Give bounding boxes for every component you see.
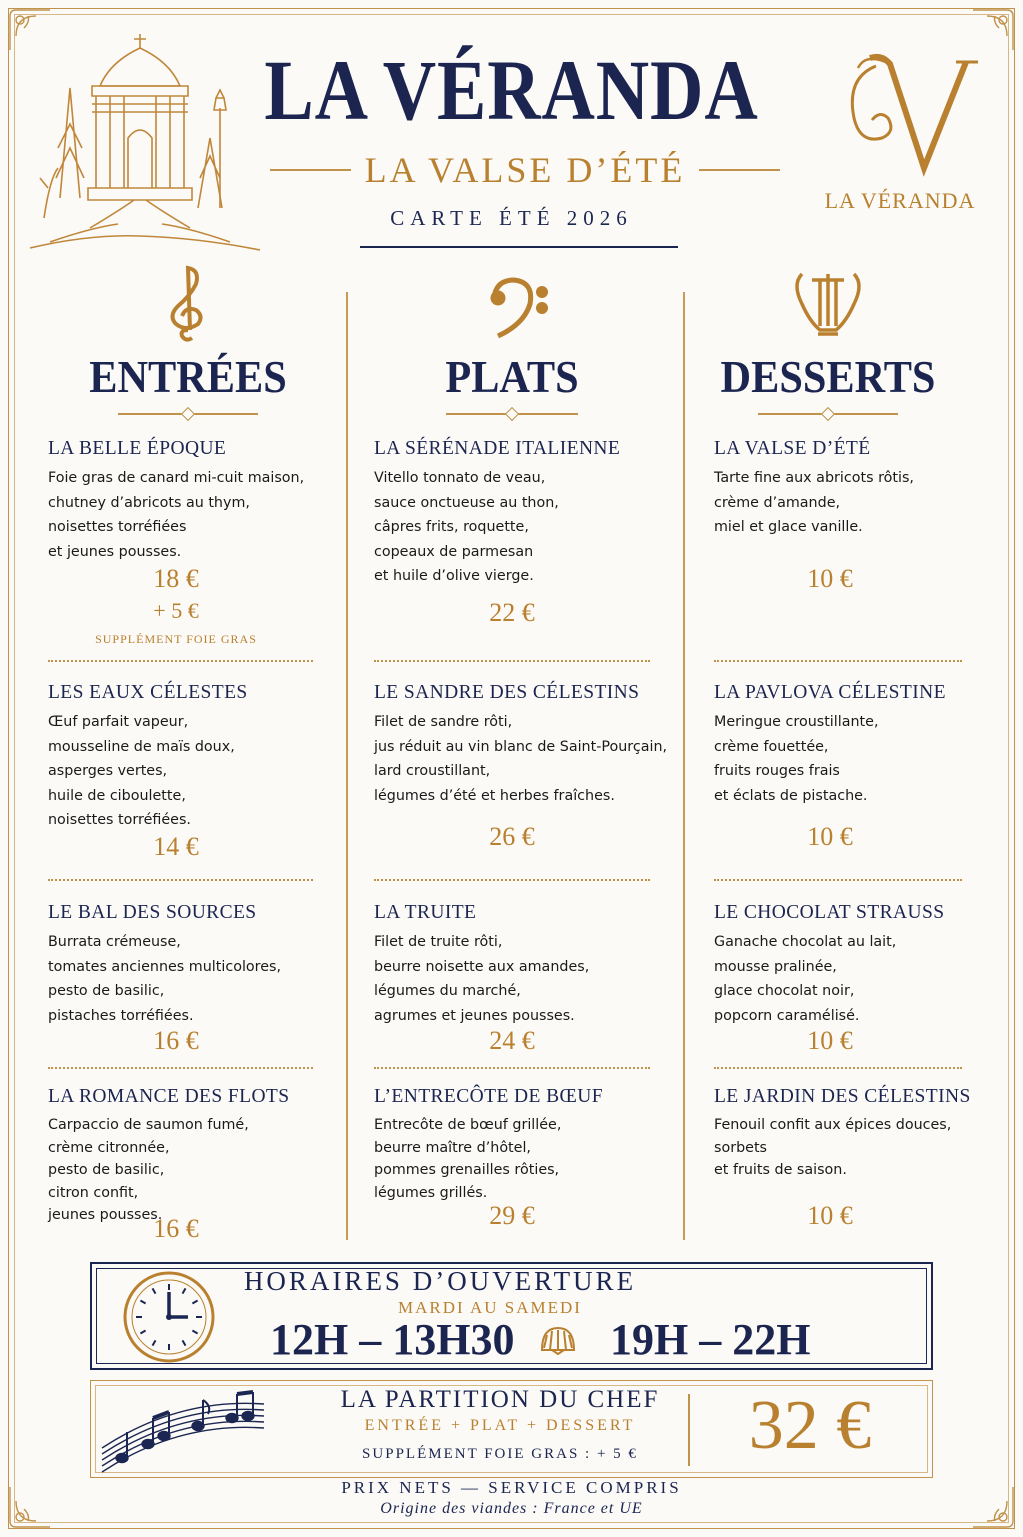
- section-title-plats: PLATS: [445, 351, 579, 402]
- corner-ornament-icon: [969, 6, 1017, 54]
- item-description: Œuf parfait vapeur, mousseline de maïs doux, asperges vertes, huile de ciboulette, noisettes torréfiées.: [48, 714, 235, 828]
- treble-clef-icon: [150, 262, 230, 342]
- item-description: Burrata crémeuse, tomates anciennes multicolores, pesto de basilic, pistaches torréfiées.: [48, 934, 282, 1024]
- music-notes-icon: [98, 1388, 268, 1474]
- item-separator: [714, 660, 962, 662]
- restaurant-title: LA VÉRANDA: [264, 42, 759, 138]
- item-name: LES EAUX CÉLESTES: [48, 682, 248, 703]
- section-title-desserts: DESSERTS: [720, 351, 936, 402]
- menu-subtitle: LA VALSE D’ÉTÉ: [364, 150, 686, 190]
- item-separator: [374, 879, 650, 881]
- menu-item: [714, 902, 944, 1028]
- item-separator: [374, 1067, 650, 1069]
- item-price: 10 €: [807, 822, 853, 851]
- item-name: LA PAVLOVA CÉLESTINE: [714, 682, 946, 703]
- footer-prices-note: PRIX NETS — SERVICE COMPRIS: [341, 1478, 682, 1497]
- hours-days: MARDI AU SAMEDI: [398, 1298, 582, 1317]
- menu-item: [714, 682, 946, 808]
- item-price: 10 €: [807, 564, 853, 593]
- dinner-hours: 19H – 22H: [610, 1315, 811, 1364]
- item-separator: [714, 1067, 962, 1069]
- item-name: LA TRUITE: [374, 902, 477, 923]
- item-description: Fenouil confit aux épices douces, sorbets et fruits de saison.: [714, 1117, 952, 1178]
- item-price: 16 €: [153, 1026, 199, 1055]
- menu-item: [374, 1086, 603, 1204]
- clock-icon: [120, 1268, 218, 1366]
- menu-item: [48, 1086, 290, 1227]
- menu-item: [374, 682, 667, 808]
- item-name: LE CHOCOLAT STRAUSS: [714, 902, 945, 923]
- logo-text: LA VÉRANDA: [824, 188, 976, 213]
- section-title-entrees: ENTRÉES: [89, 351, 287, 402]
- item-name: LA SÉRÉNADE ITALIENNE: [374, 438, 621, 459]
- chef-menu-formula: ENTRÉE + PLAT + DESSERT: [364, 1417, 636, 1434]
- item-description: Filet de truite rôti, beurre noisette aux amandes, légumes du marché, agrumes et jeunes pousses.: [374, 934, 590, 1024]
- item-price: 16 €: [153, 1214, 199, 1243]
- item-separator: [714, 879, 962, 881]
- item-name: LA VALSE D’ÉTÉ: [714, 438, 871, 459]
- logo-v-monogram-icon: [836, 48, 986, 188]
- item-name: LE BAL DES SOURCES: [48, 902, 257, 923]
- carte-rule: [360, 246, 678, 248]
- item-description: Foie gras de canard mi-cuit maison, chutney d’abricots au thym, noisettes torréfiées et jeunes pousses.: [48, 470, 305, 560]
- lyre-icon: [788, 264, 868, 344]
- item-price: 26 €: [489, 822, 535, 851]
- item-name: LE JARDIN DES CÉLESTINS: [714, 1086, 971, 1107]
- chef-price-divider: [688, 1394, 690, 1466]
- item-description: Meringue croustillante, crème fouettée, fruits rouges frais et éclats de pistache.: [714, 714, 879, 804]
- menu-item: [48, 902, 281, 1028]
- item-description: Entrecôte de bœuf grillée, beurre maître d’hôtel, pommes grenailles rôties, légumes grillés.: [374, 1117, 562, 1201]
- item-separator: [374, 660, 650, 662]
- subtitle-rule-right: [699, 169, 780, 171]
- menu-item: [374, 438, 620, 589]
- item-price: 22 €: [489, 598, 535, 627]
- item-name: LA ROMANCE DES FLOTS: [48, 1086, 290, 1107]
- item-price: 29 €: [489, 1201, 535, 1230]
- menu-item: [48, 438, 304, 564]
- subtitle-rule-left: [270, 169, 351, 171]
- bass-clef-icon: [478, 268, 558, 348]
- item-separator: [48, 1067, 313, 1069]
- menu-item: [374, 902, 589, 1028]
- menu-item: [48, 682, 248, 833]
- item-name: LE SANDRE DES CÉLESTINS: [374, 682, 640, 703]
- item-name: LA BELLE ÉPOQUE: [48, 438, 227, 459]
- menu-item: [714, 1086, 971, 1182]
- lunch-hours: 12H – 13H30: [270, 1315, 515, 1364]
- chef-menu-title: LA PARTITION DU CHEF: [340, 1386, 660, 1413]
- chef-menu-price: 32 €: [748, 1387, 872, 1464]
- footer-origin-note: Origine des viandes : France et UE: [380, 1500, 643, 1517]
- item-price: 18 €: [153, 564, 199, 593]
- item-price: 24 €: [489, 1026, 535, 1055]
- subtitle-row: [270, 150, 780, 190]
- menu-item: [714, 438, 914, 540]
- item-description: Ganache chocolat au lait, mousse pralinée, glace chocolat noir, popcorn caramélisé.: [714, 934, 897, 1024]
- item-separator: [48, 660, 313, 662]
- shell-icon: [538, 1324, 578, 1356]
- column-divider: [346, 292, 348, 1240]
- item-price: 14 €: [153, 832, 199, 861]
- item-description: Tarte fine aux abricots rôtis, crème d’amande, miel et glace vanille.: [714, 470, 914, 535]
- item-price: 10 €: [807, 1201, 853, 1230]
- hours-title: HORAIRES D’OUVERTURE: [243, 1266, 637, 1296]
- item-description: Vitello tonnato de veau, sauce onctueuse au thon, câpres frits, roquette, copeaux de parmesan et huile d’olive vierge.: [374, 470, 559, 584]
- item-separator: [48, 879, 313, 881]
- supplement-note: SUPPLÉMENT FOIE GRAS: [95, 632, 257, 646]
- column-divider: [683, 292, 685, 1240]
- supplement-price: + 5 €: [153, 598, 199, 623]
- item-name: L’ENTRECÔTE DE BŒUF: [374, 1086, 603, 1107]
- carte-label: CARTE ÉTÉ 2026: [390, 206, 633, 230]
- item-price: 10 €: [807, 1026, 853, 1055]
- item-description: Carpaccio de saumon fumé, crème citronnée, pesto de basilic, citron confit, jeunes pousses.: [48, 1117, 249, 1223]
- chef-menu-supplement: SUPPLÉMENT FOIE GRAS : + 5 €: [362, 1446, 638, 1462]
- item-description: Filet de sandre rôti, jus réduit au vin blanc de Saint-Pourçain, lard croustillant, légumes d’été et herbes fraîches.: [374, 714, 668, 804]
